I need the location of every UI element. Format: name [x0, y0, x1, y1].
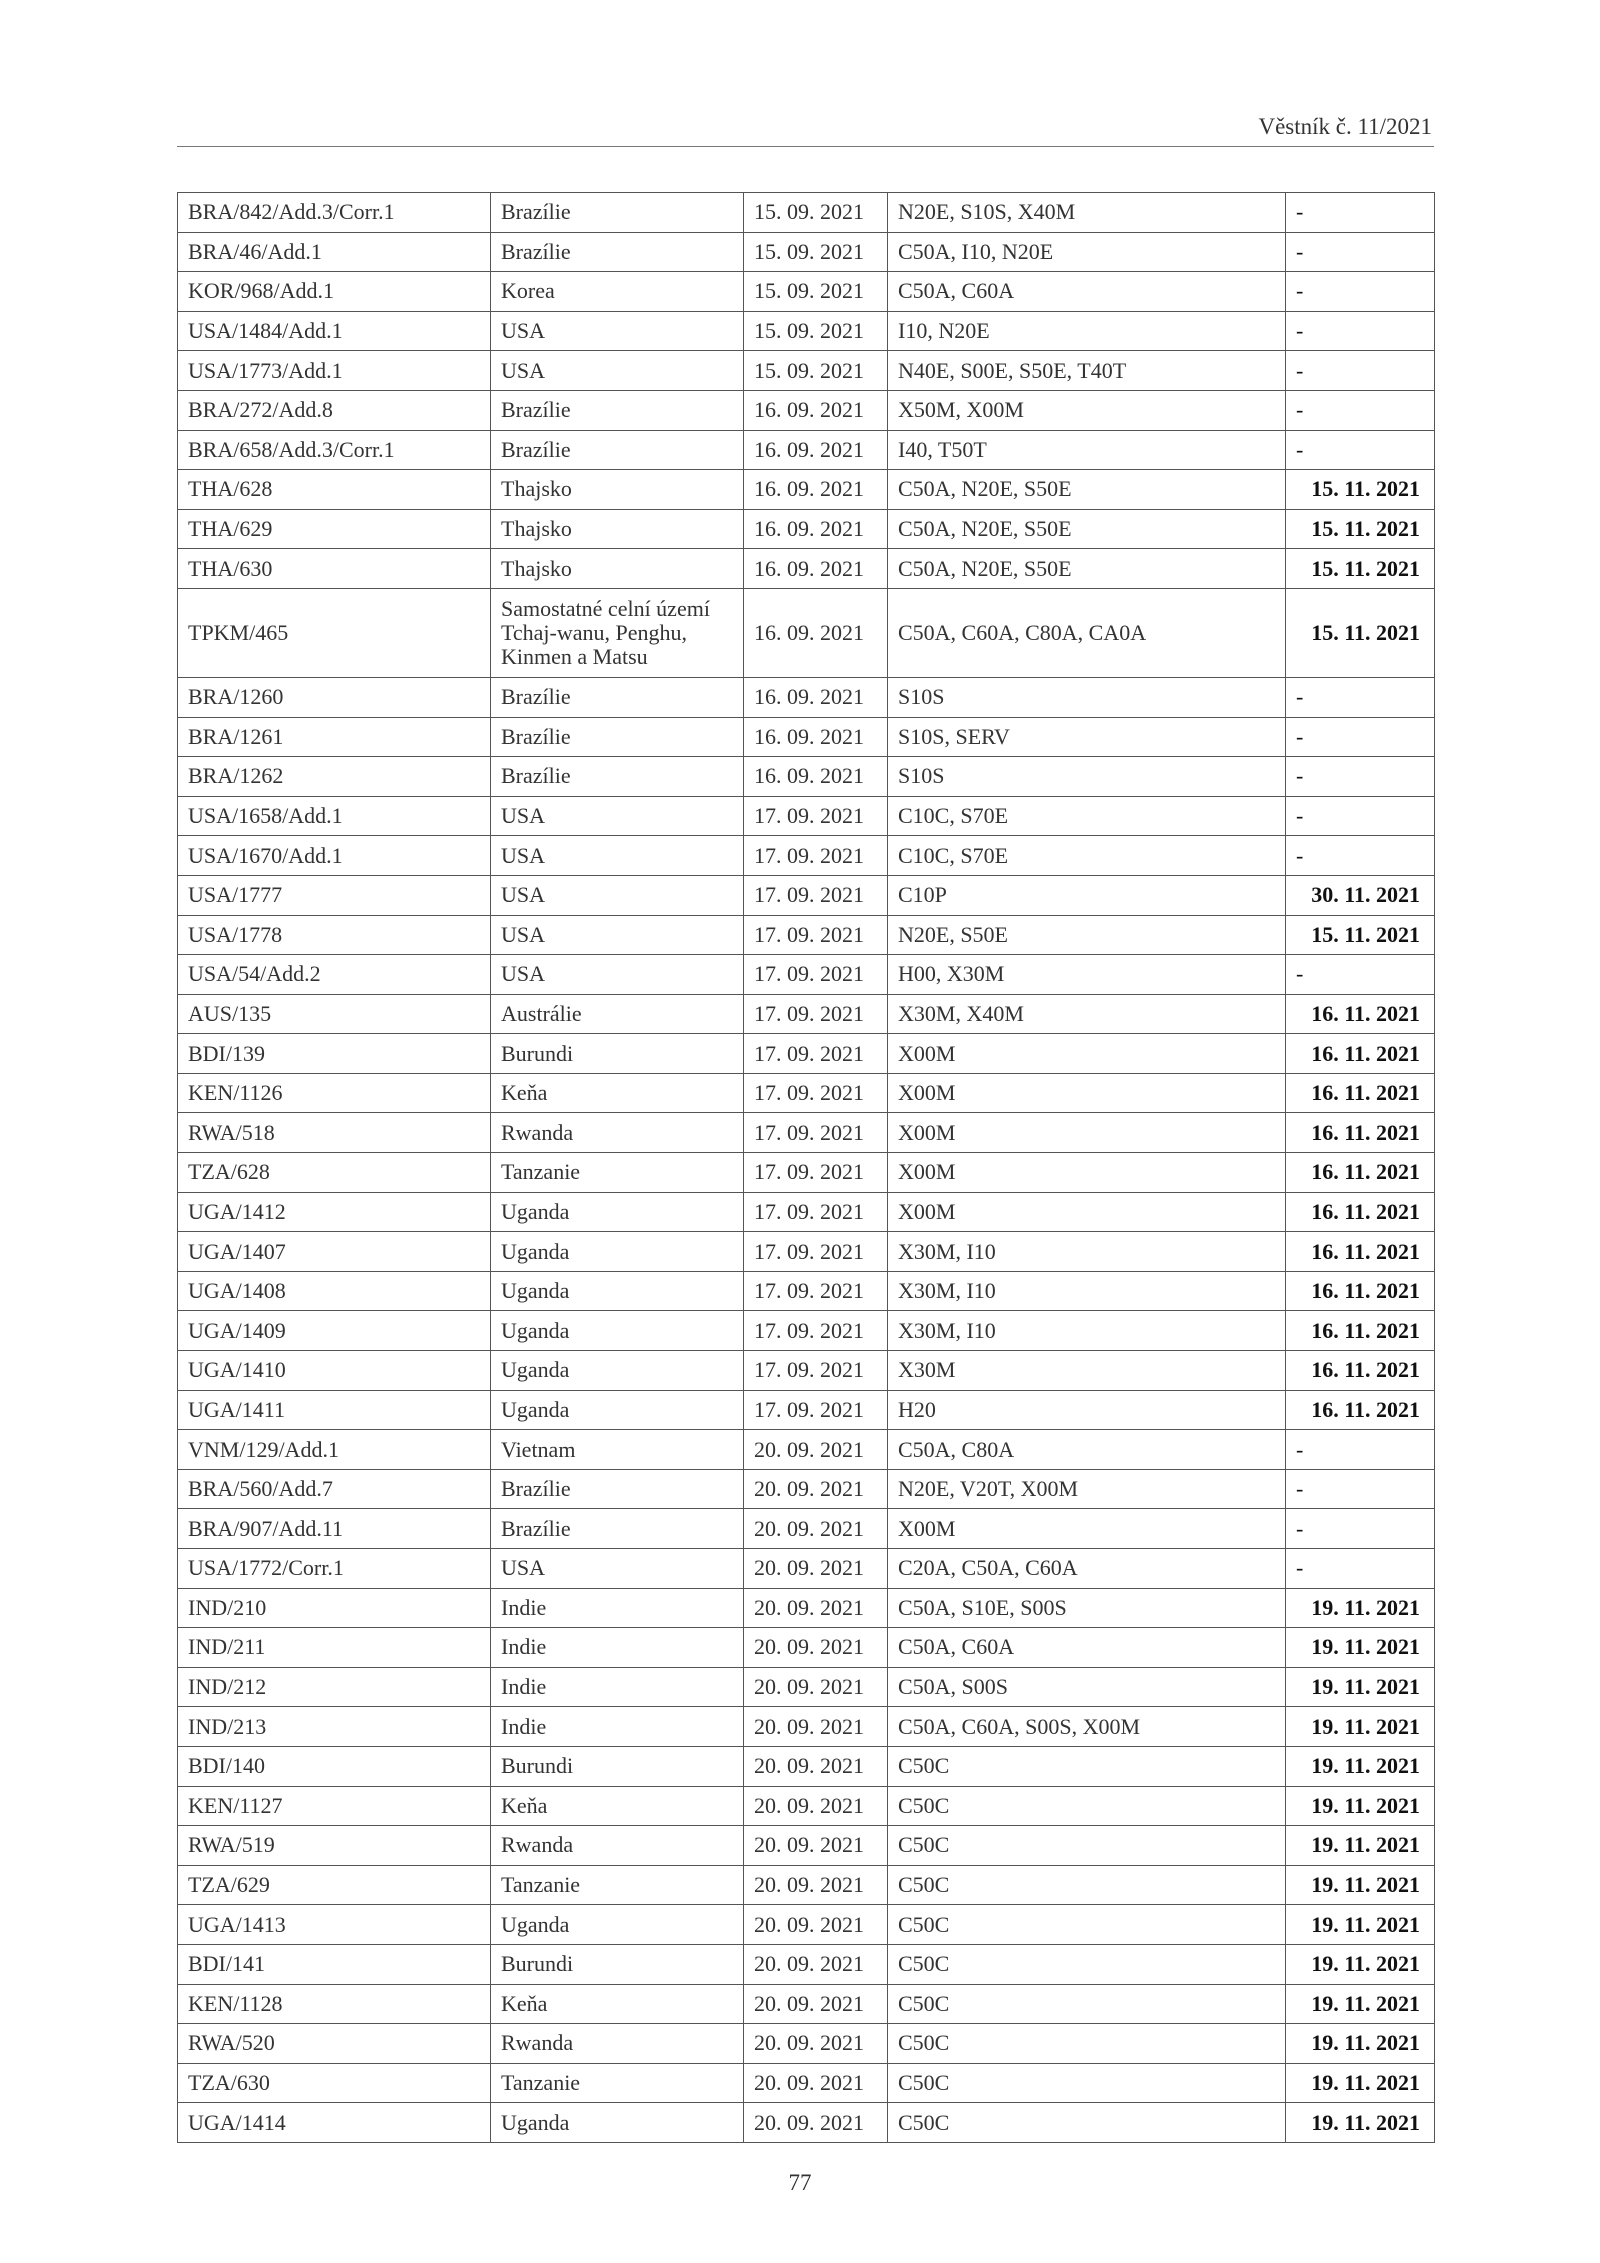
ics-code-cell: X30M [888, 1351, 1286, 1391]
comment-deadline-cell: - [1286, 193, 1435, 233]
comment-deadline-cell: - [1286, 1509, 1435, 1549]
comment-deadline-cell: 15. 11. 2021 [1286, 509, 1435, 549]
document-symbol-cell: UGA/1414 [178, 2103, 491, 2143]
member-country-cell: USA [491, 836, 744, 876]
table-row [178, 1113, 1435, 1153]
member-country-cell: Tanzanie [491, 2063, 744, 2103]
distribution-date-cell: 17. 09. 2021 [744, 1192, 888, 1232]
comment-deadline-cell: 19. 11. 2021 [1286, 1984, 1435, 2024]
comment-deadline-cell: 19. 11. 2021 [1286, 1786, 1435, 1826]
ics-code-cell: C50C [888, 2063, 1286, 2103]
ics-code-cell: C50C [888, 1746, 1286, 1786]
ics-code-cell: C10P [888, 875, 1286, 915]
ics-code-cell: C10C, S70E [888, 836, 1286, 876]
document-symbol-cell: IND/210 [178, 1588, 491, 1628]
ics-code-cell: C50C [888, 1905, 1286, 1945]
distribution-date-cell: 20. 09. 2021 [744, 1826, 888, 1866]
distribution-date-cell: 20. 09. 2021 [744, 2063, 888, 2103]
member-country-cell: Brazílie [491, 390, 744, 430]
comment-deadline-cell: 16. 11. 2021 [1286, 1311, 1435, 1351]
table-row [178, 1628, 1435, 1668]
document-symbol-cell: RWA/518 [178, 1113, 491, 1153]
table-row [178, 1469, 1435, 1509]
table-row [178, 549, 1435, 589]
member-country-cell: Uganda [491, 1311, 744, 1351]
member-country-cell: Brazílie [491, 677, 744, 717]
distribution-date-cell: 16. 09. 2021 [744, 509, 888, 549]
ics-code-cell: C50A, C80A [888, 1430, 1286, 1470]
document-symbol-cell: BRA/658/Add.3/Corr.1 [178, 430, 491, 470]
table-row [178, 796, 1435, 836]
table-row [178, 1905, 1435, 1945]
table-row [178, 1073, 1435, 1113]
member-country-cell: Keňa [491, 1984, 744, 2024]
table-row [178, 1390, 1435, 1430]
table-row [178, 1509, 1435, 1549]
document-symbol-cell: USA/1772/Corr.1 [178, 1549, 491, 1589]
distribution-date-cell: 16. 09. 2021 [744, 549, 888, 589]
member-country-cell: Indie [491, 1667, 744, 1707]
member-country-cell: Thajsko [491, 549, 744, 589]
table-row [178, 1588, 1435, 1628]
document-symbol-cell: USA/1670/Add.1 [178, 836, 491, 876]
document-symbol-cell: UGA/1409 [178, 1311, 491, 1351]
ics-code-cell: X00M [888, 1509, 1286, 1549]
table-row [178, 1984, 1435, 2024]
ics-code-cell: X00M [888, 1034, 1286, 1074]
document-symbol-cell: TZA/630 [178, 2063, 491, 2103]
member-country-cell: Keňa [491, 1786, 744, 1826]
member-country-cell: Brazílie [491, 430, 744, 470]
ics-code-cell: C50C [888, 1944, 1286, 1984]
member-country-cell: Thajsko [491, 509, 744, 549]
comment-deadline-cell: 15. 11. 2021 [1286, 549, 1435, 589]
distribution-date-cell: 16. 09. 2021 [744, 588, 888, 677]
ics-code-cell: N40E, S00E, S50E, T40T [888, 351, 1286, 391]
distribution-date-cell: 17. 09. 2021 [744, 1113, 888, 1153]
table-body [178, 193, 1435, 2143]
comment-deadline-cell: - [1286, 232, 1435, 272]
distribution-date-cell: 20. 09. 2021 [744, 1944, 888, 1984]
document-symbol-cell: IND/212 [178, 1667, 491, 1707]
distribution-date-cell: 20. 09. 2021 [744, 2103, 888, 2143]
table-row [178, 1826, 1435, 1866]
ics-code-cell: X00M [888, 1153, 1286, 1193]
ics-code-cell: C50A, S00S [888, 1667, 1286, 1707]
member-country-cell: USA [491, 351, 744, 391]
member-country-cell: Uganda [491, 1192, 744, 1232]
member-country-cell: Uganda [491, 1271, 744, 1311]
distribution-date-cell: 20. 09. 2021 [744, 1549, 888, 1589]
document-symbol-cell: BRA/46/Add.1 [178, 232, 491, 272]
distribution-date-cell: 20. 09. 2021 [744, 1588, 888, 1628]
ics-code-cell: C50C [888, 1826, 1286, 1866]
member-country-cell: Brazílie [491, 717, 744, 757]
ics-code-cell: C50A, N20E, S50E [888, 509, 1286, 549]
notifications-table [177, 192, 1435, 2143]
table-row [178, 588, 1435, 677]
distribution-date-cell: 15. 09. 2021 [744, 232, 888, 272]
document-symbol-cell: UGA/1411 [178, 1390, 491, 1430]
comment-deadline-cell: 19. 11. 2021 [1286, 1865, 1435, 1905]
table-row [178, 1311, 1435, 1351]
document-symbol-cell: BRA/272/Add.8 [178, 390, 491, 430]
table-row [178, 836, 1435, 876]
member-country-cell: Uganda [491, 1351, 744, 1391]
comment-deadline-cell: 19. 11. 2021 [1286, 1944, 1435, 1984]
member-country-cell: Rwanda [491, 2024, 744, 2064]
document-symbol-cell: BRA/907/Add.11 [178, 1509, 491, 1549]
comment-deadline-cell: - [1286, 390, 1435, 430]
ics-code-cell: X50M, X00M [888, 390, 1286, 430]
distribution-date-cell: 17. 09. 2021 [744, 955, 888, 995]
comment-deadline-cell: - [1286, 796, 1435, 836]
comment-deadline-cell: 15. 11. 2021 [1286, 470, 1435, 510]
table-row [178, 2063, 1435, 2103]
document-symbol-cell: UGA/1410 [178, 1351, 491, 1391]
comment-deadline-cell: 30. 11. 2021 [1286, 875, 1435, 915]
ics-code-cell: C50A, N20E, S50E [888, 470, 1286, 510]
comment-deadline-cell: 19. 11. 2021 [1286, 2024, 1435, 2064]
document-symbol-cell: IND/211 [178, 1628, 491, 1668]
document-symbol-cell: USA/1778 [178, 915, 491, 955]
distribution-date-cell: 20. 09. 2021 [744, 1469, 888, 1509]
comment-deadline-cell: - [1286, 430, 1435, 470]
ics-code-cell: H00, X30M [888, 955, 1286, 995]
comment-deadline-cell: - [1286, 351, 1435, 391]
document-symbol-cell: BDI/139 [178, 1034, 491, 1074]
distribution-date-cell: 20. 09. 2021 [744, 2024, 888, 2064]
document-symbol-cell: USA/1658/Add.1 [178, 796, 491, 836]
table-row [178, 1351, 1435, 1391]
ics-code-cell: N20E, V20T, X00M [888, 1469, 1286, 1509]
distribution-date-cell: 16. 09. 2021 [744, 677, 888, 717]
table-row [178, 955, 1435, 995]
document-symbol-cell: USA/1773/Add.1 [178, 351, 491, 391]
ics-code-cell: X30M, I10 [888, 1311, 1286, 1351]
distribution-date-cell: 15. 09. 2021 [744, 193, 888, 233]
table-row [178, 390, 1435, 430]
distribution-date-cell: 17. 09. 2021 [744, 1034, 888, 1074]
ics-code-cell: C10C, S70E [888, 796, 1286, 836]
ics-code-cell: S10S, SERV [888, 717, 1286, 757]
document-symbol-cell: THA/630 [178, 549, 491, 589]
comment-deadline-cell: - [1286, 1430, 1435, 1470]
document-symbol-cell: BDI/140 [178, 1746, 491, 1786]
document-symbol-cell: BRA/1261 [178, 717, 491, 757]
comment-deadline-cell: - [1286, 677, 1435, 717]
document-symbol-cell: KEN/1128 [178, 1984, 491, 2024]
member-country-cell: USA [491, 311, 744, 351]
comment-deadline-cell: 19. 11. 2021 [1286, 1667, 1435, 1707]
distribution-date-cell: 15. 09. 2021 [744, 351, 888, 391]
table-row [178, 1271, 1435, 1311]
distribution-date-cell: 20. 09. 2021 [744, 1628, 888, 1668]
member-country-cell: Brazílie [491, 1469, 744, 1509]
ics-code-cell: S10S [888, 757, 1286, 797]
member-country-cell: Samostatné celní území Tchaj-wanu, Penghu, Kinmen a Matsu [491, 588, 744, 677]
document-symbol-cell: VNM/129/Add.1 [178, 1430, 491, 1470]
table-row [178, 193, 1435, 233]
member-country-cell: USA [491, 1549, 744, 1589]
table-row [178, 1034, 1435, 1074]
document-symbol-cell: RWA/520 [178, 2024, 491, 2064]
ics-code-cell: C50C [888, 1786, 1286, 1826]
distribution-date-cell: 16. 09. 2021 [744, 390, 888, 430]
comment-deadline-cell: 16. 11. 2021 [1286, 1034, 1435, 1074]
comment-deadline-cell: - [1286, 1549, 1435, 1589]
document-symbol-cell: USA/1777 [178, 875, 491, 915]
table-row [178, 311, 1435, 351]
comment-deadline-cell: 16. 11. 2021 [1286, 1113, 1435, 1153]
ics-code-cell: I10, N20E [888, 311, 1286, 351]
table-row [178, 757, 1435, 797]
ics-code-cell: C50A, C60A, C80A, CA0A [888, 588, 1286, 677]
table-row [178, 677, 1435, 717]
table-row [178, 2103, 1435, 2143]
comment-deadline-cell: 16. 11. 2021 [1286, 1073, 1435, 1113]
member-country-cell: USA [491, 915, 744, 955]
distribution-date-cell: 17. 09. 2021 [744, 836, 888, 876]
member-country-cell: Burundi [491, 1944, 744, 1984]
comment-deadline-cell: - [1286, 272, 1435, 312]
table-row [178, 232, 1435, 272]
comment-deadline-cell: - [1286, 757, 1435, 797]
distribution-date-cell: 17. 09. 2021 [744, 1153, 888, 1193]
ics-code-cell: X30M, I10 [888, 1232, 1286, 1272]
ics-code-cell: C50A, C60A, S00S, X00M [888, 1707, 1286, 1747]
document-symbol-cell: TZA/628 [178, 1153, 491, 1193]
distribution-date-cell: 17. 09. 2021 [744, 875, 888, 915]
distribution-date-cell: 17. 09. 2021 [744, 1073, 888, 1113]
distribution-date-cell: 20. 09. 2021 [744, 1509, 888, 1549]
comment-deadline-cell: 19. 11. 2021 [1286, 1905, 1435, 1945]
member-country-cell: Uganda [491, 1905, 744, 1945]
document-symbol-cell: TZA/629 [178, 1865, 491, 1905]
member-country-cell: Burundi [491, 1746, 744, 1786]
distribution-date-cell: 15. 09. 2021 [744, 311, 888, 351]
distribution-date-cell: 17. 09. 2021 [744, 1351, 888, 1391]
distribution-date-cell: 17. 09. 2021 [744, 796, 888, 836]
member-country-cell: Indie [491, 1588, 744, 1628]
comment-deadline-cell: 19. 11. 2021 [1286, 1628, 1435, 1668]
comment-deadline-cell: 16. 11. 2021 [1286, 1192, 1435, 1232]
document-symbol-cell: UGA/1413 [178, 1905, 491, 1945]
ics-code-cell: N20E, S10S, X40M [888, 193, 1286, 233]
comment-deadline-cell: - [1286, 955, 1435, 995]
comment-deadline-cell: 16. 11. 2021 [1286, 1153, 1435, 1193]
document-symbol-cell: AUS/135 [178, 994, 491, 1034]
comment-deadline-cell: 19. 11. 2021 [1286, 1588, 1435, 1628]
ics-code-cell: X30M, X40M [888, 994, 1286, 1034]
ics-code-cell: C50A, C60A [888, 272, 1286, 312]
member-country-cell: Austrálie [491, 994, 744, 1034]
table-row [178, 1192, 1435, 1232]
member-country-cell: Rwanda [491, 1113, 744, 1153]
document-symbol-cell: IND/213 [178, 1707, 491, 1747]
member-country-cell: USA [491, 875, 744, 915]
ics-code-cell: H20 [888, 1390, 1286, 1430]
distribution-date-cell: 16. 09. 2021 [744, 757, 888, 797]
ics-code-cell: C50A, S10E, S00S [888, 1588, 1286, 1628]
document-symbol-cell: BRA/842/Add.3/Corr.1 [178, 193, 491, 233]
member-country-cell: Tanzanie [491, 1153, 744, 1193]
distribution-date-cell: 20. 09. 2021 [744, 1786, 888, 1826]
member-country-cell: Rwanda [491, 1826, 744, 1866]
distribution-date-cell: 16. 09. 2021 [744, 470, 888, 510]
distribution-date-cell: 17. 09. 2021 [744, 1271, 888, 1311]
table-row [178, 1153, 1435, 1193]
distribution-date-cell: 20. 09. 2021 [744, 1430, 888, 1470]
table-row [178, 915, 1435, 955]
distribution-date-cell: 17. 09. 2021 [744, 1390, 888, 1430]
comment-deadline-cell: 15. 11. 2021 [1286, 915, 1435, 955]
table-row [178, 994, 1435, 1034]
publication-title: Věstník č. 11/2021 [1258, 114, 1432, 139]
ics-code-cell: X00M [888, 1073, 1286, 1113]
comment-deadline-cell: - [1286, 717, 1435, 757]
document-symbol-cell: BDI/141 [178, 1944, 491, 1984]
member-country-cell: Brazílie [491, 757, 744, 797]
member-country-cell: Brazílie [491, 193, 744, 233]
member-country-cell: USA [491, 955, 744, 995]
table-row [178, 875, 1435, 915]
distribution-date-cell: 20. 09. 2021 [744, 1707, 888, 1747]
table-row [178, 430, 1435, 470]
distribution-date-cell: 17. 09. 2021 [744, 915, 888, 955]
ics-code-cell: N20E, S50E [888, 915, 1286, 955]
comment-deadline-cell: 19. 11. 2021 [1286, 2103, 1435, 2143]
table-row [178, 509, 1435, 549]
distribution-date-cell: 16. 09. 2021 [744, 717, 888, 757]
comment-deadline-cell: 15. 11. 2021 [1286, 588, 1435, 677]
table-row [178, 1549, 1435, 1589]
member-country-cell: Brazílie [491, 1509, 744, 1549]
document-symbol-cell: USA/1484/Add.1 [178, 311, 491, 351]
page-header [177, 112, 1434, 147]
comment-deadline-cell: 19. 11. 2021 [1286, 1746, 1435, 1786]
ics-code-cell: S10S [888, 677, 1286, 717]
document-symbol-cell: THA/628 [178, 470, 491, 510]
table-row [178, 2024, 1435, 2064]
distribution-date-cell: 20. 09. 2021 [744, 1746, 888, 1786]
ics-code-cell: C50A, C60A [888, 1628, 1286, 1668]
comment-deadline-cell: 16. 11. 2021 [1286, 1351, 1435, 1391]
document-symbol-cell: BRA/1262 [178, 757, 491, 797]
table-row [178, 1865, 1435, 1905]
distribution-date-cell: 16. 09. 2021 [744, 430, 888, 470]
document-symbol-cell: KOR/968/Add.1 [178, 272, 491, 312]
comment-deadline-cell: - [1286, 836, 1435, 876]
comment-deadline-cell: 19. 11. 2021 [1286, 1826, 1435, 1866]
member-country-cell: USA [491, 796, 744, 836]
page-number: 77 [788, 2170, 812, 2195]
member-country-cell: Uganda [491, 1232, 744, 1272]
document-symbol-cell: KEN/1127 [178, 1786, 491, 1826]
member-country-cell: Keňa [491, 1073, 744, 1113]
member-country-cell: Burundi [491, 1034, 744, 1074]
table-row [178, 1430, 1435, 1470]
distribution-date-cell: 20. 09. 2021 [744, 1984, 888, 2024]
document-symbol-cell: BRA/560/Add.7 [178, 1469, 491, 1509]
table-row [178, 1786, 1435, 1826]
document-symbol-cell: THA/629 [178, 509, 491, 549]
distribution-date-cell: 17. 09. 2021 [744, 1232, 888, 1272]
comment-deadline-cell: 16. 11. 2021 [1286, 1390, 1435, 1430]
member-country-cell: Korea [491, 272, 744, 312]
distribution-date-cell: 17. 09. 2021 [744, 1311, 888, 1351]
document-symbol-cell: BRA/1260 [178, 677, 491, 717]
document-symbol-cell: KEN/1126 [178, 1073, 491, 1113]
document-symbol-cell: UGA/1412 [178, 1192, 491, 1232]
comment-deadline-cell: 19. 11. 2021 [1286, 2063, 1435, 2103]
ics-code-cell: I40, T50T [888, 430, 1286, 470]
document-symbol-cell: TPKM/465 [178, 588, 491, 677]
member-country-cell: Indie [491, 1628, 744, 1668]
ics-code-cell: X00M [888, 1192, 1286, 1232]
table-row [178, 272, 1435, 312]
member-country-cell: Uganda [491, 1390, 744, 1430]
ics-code-cell: C50A, I10, N20E [888, 232, 1286, 272]
table-row [178, 1232, 1435, 1272]
document-symbol-cell: RWA/519 [178, 1826, 491, 1866]
table-row [178, 1667, 1435, 1707]
table-row [178, 1746, 1435, 1786]
comment-deadline-cell: - [1286, 1469, 1435, 1509]
comment-deadline-cell: 19. 11. 2021 [1286, 1707, 1435, 1747]
ics-code-cell: C50C [888, 1984, 1286, 2024]
document-symbol-cell: UGA/1407 [178, 1232, 491, 1272]
table-row [178, 1944, 1435, 1984]
member-country-cell: Tanzanie [491, 1865, 744, 1905]
comment-deadline-cell: 16. 11. 2021 [1286, 1232, 1435, 1272]
table-row [178, 351, 1435, 391]
ics-code-cell: X30M, I10 [888, 1271, 1286, 1311]
distribution-date-cell: 20. 09. 2021 [744, 1905, 888, 1945]
member-country-cell: Indie [491, 1707, 744, 1747]
distribution-date-cell: 20. 09. 2021 [744, 1865, 888, 1905]
comment-deadline-cell: 16. 11. 2021 [1286, 994, 1435, 1034]
comment-deadline-cell: - [1286, 311, 1435, 351]
document-symbol-cell: UGA/1408 [178, 1271, 491, 1311]
ics-code-cell: C20A, C50A, C60A [888, 1549, 1286, 1589]
document-symbol-cell: USA/54/Add.2 [178, 955, 491, 995]
distribution-date-cell: 15. 09. 2021 [744, 272, 888, 312]
member-country-cell: Uganda [491, 2103, 744, 2143]
ics-code-cell: X00M [888, 1113, 1286, 1153]
member-country-cell: Brazílie [491, 232, 744, 272]
table-row [178, 717, 1435, 757]
ics-code-cell: C50C [888, 1865, 1286, 1905]
table-row [178, 1707, 1435, 1747]
ics-code-cell: C50C [888, 2024, 1286, 2064]
ics-code-cell: C50A, N20E, S50E [888, 549, 1286, 589]
ics-code-cell: C50C [888, 2103, 1286, 2143]
member-country-cell: Vietnam [491, 1430, 744, 1470]
table-row [178, 470, 1435, 510]
member-country-cell: Thajsko [491, 470, 744, 510]
comment-deadline-cell: 16. 11. 2021 [1286, 1271, 1435, 1311]
distribution-date-cell: 20. 09. 2021 [744, 1667, 888, 1707]
distribution-date-cell: 17. 09. 2021 [744, 994, 888, 1034]
